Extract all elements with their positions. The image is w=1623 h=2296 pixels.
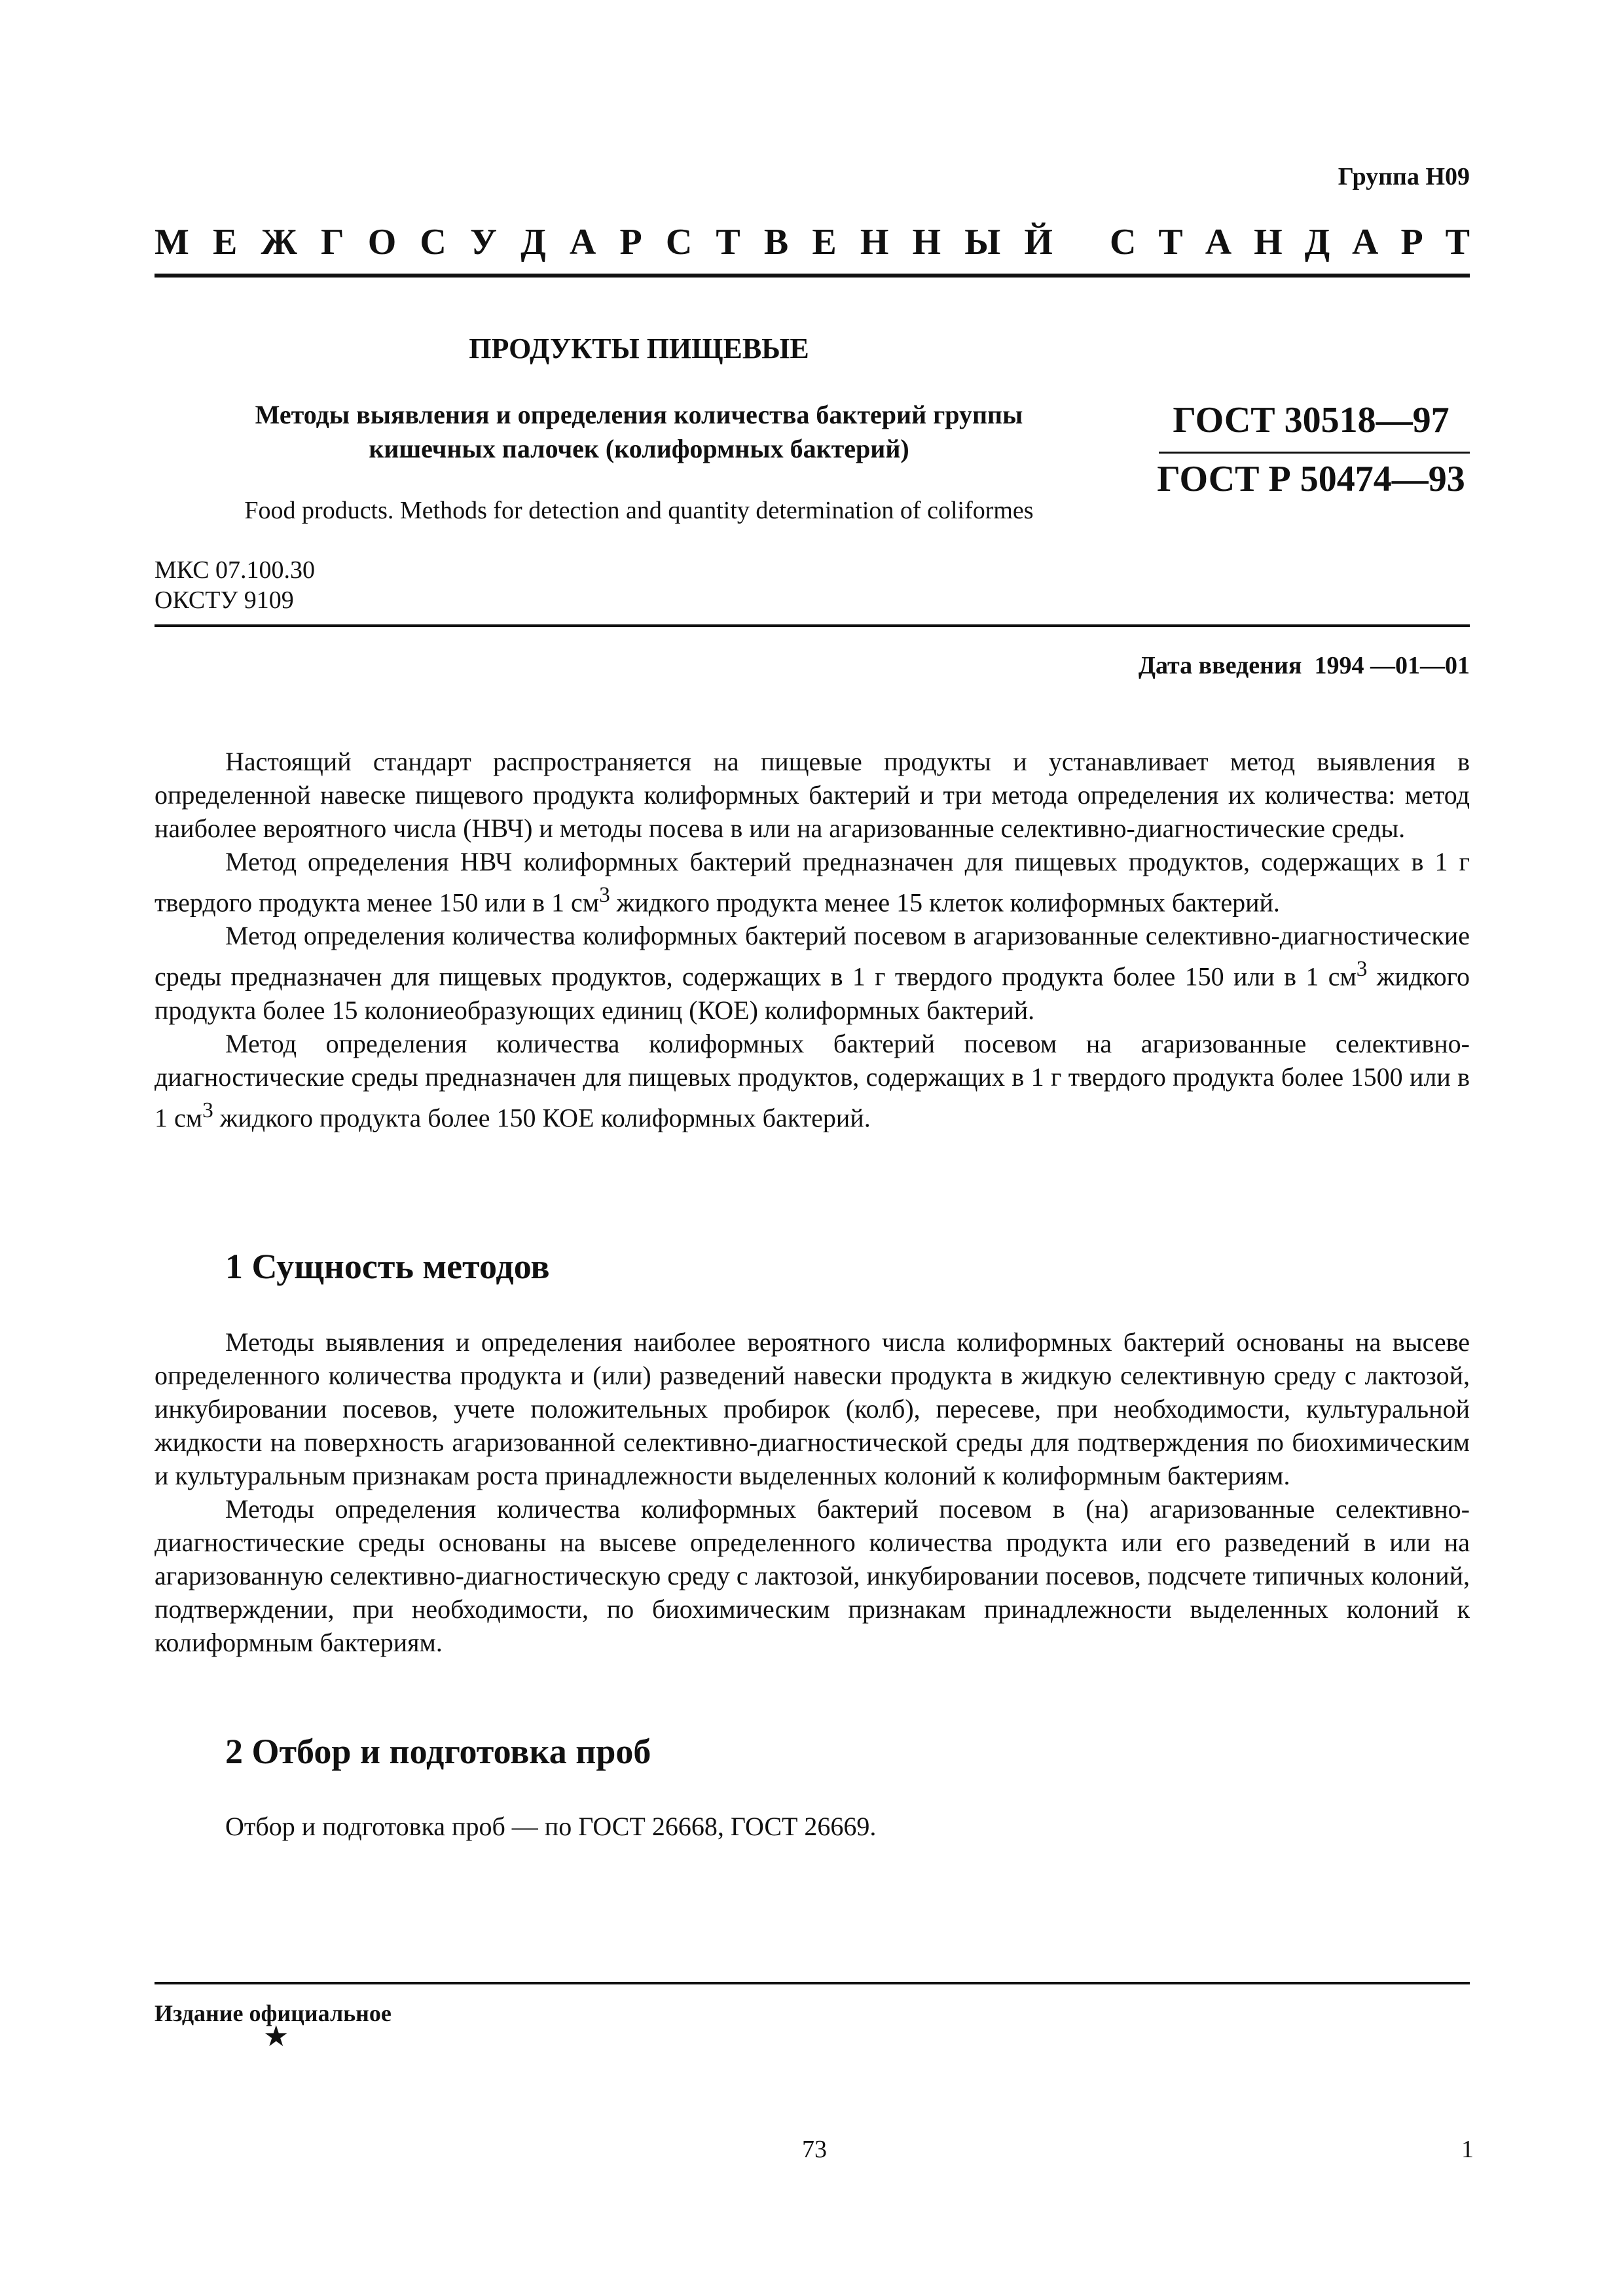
title-letter: Е <box>812 222 837 262</box>
title-letter: Е <box>212 222 238 262</box>
standard-word <box>1110 221 1470 263</box>
title-letter: Т <box>1158 222 1183 262</box>
title-letter: В <box>763 222 789 262</box>
section-1-text <box>155 1325 1470 1659</box>
title-letter: А <box>1352 222 1379 262</box>
english-title: Food products. Methods for detection and quantity determination of coliformes <box>244 497 1034 524</box>
title-letter: С <box>420 222 447 262</box>
title-letter: А <box>1205 222 1232 262</box>
group-label: Группа Н09 <box>1338 163 1470 190</box>
header-rule <box>155 274 1470 278</box>
section-2-heading: 2 Отбор и подготовка проб <box>225 1732 651 1771</box>
gost-number-1: ГОСТ 30518—97 <box>1173 400 1450 440</box>
official-edition-label: Издание официальное <box>155 2000 392 2026</box>
classifier-rule <box>155 624 1470 627</box>
footer-rule <box>155 1982 1470 1984</box>
classifiers <box>155 555 315 615</box>
title-letter: Н <box>1254 222 1283 262</box>
title-letter: Д <box>520 222 546 262</box>
title-letter: Ы <box>964 222 1001 262</box>
product-title: ПРОДУКТЫ ПИЩЕВЫЕ <box>469 332 809 365</box>
title-letter: С <box>665 222 693 262</box>
gost-number-2: ГОСТ Р 50474—93 <box>1157 459 1465 499</box>
title-letter: Т <box>716 222 740 262</box>
section-1-paragraph-1: Методы выявления и определения наиболее вероятного числа колиформных бактерий основаны на высеве определенного количества продукта и (или) разведений навески продукта в жидкую селективную среду с лактозой, инкубировании посевов, учете положительных пробирок (колб), пересеве, при необходимости, культуральной жидкости на поверхность агаризованной селективно-диагностической среды для подтверждения по биохимическим и культуральным признакам роста принадлежности выделенных колоний к колиформным бактериям. <box>155 1327 1470 1490</box>
methods-title-line-2: кишечных палочек (колиформных бактерий) <box>369 434 909 463</box>
title-letter: У <box>470 222 498 262</box>
page-number-right: 1 <box>1461 2136 1474 2163</box>
title-letter: О <box>367 222 397 262</box>
gost-divider <box>1159 452 1470 454</box>
title-letter: Н <box>860 222 889 262</box>
introduction-date: Дата введения 1994 —01—01 <box>1138 652 1470 679</box>
interstate-standard-title <box>155 216 1470 268</box>
intro-paragraph-4: Метод определения количества колиформных бактерий посевом на агаризованные селективно-диагностические среды предназначен для пищевых продуктов, содержащих в 1 г твердого продукта более 1500 или в 1 $см^3$ жидкого продукта более 150 КОЕ колиформных бактерий. <box>155 1028 1470 1132</box>
page-number-center: 73 <box>802 2136 827 2163</box>
methods-title-line-1: Методы выявления и определения количества бактерий группы <box>255 400 1023 429</box>
intro-paragraph-1: Настоящий стандарт распространяется на пищевые продукты и устанавливает метод выявления в определенной навеске пищевого продукта колиформных бактерий и три метода определения их количества: метод наиболее вероятного числа (НВЧ) и методы посева в или на агаризованные селективно-диагностические среды. <box>155 747 1470 843</box>
star-icon: ★ <box>263 2020 289 2053</box>
title-letter: Д <box>1304 222 1330 262</box>
title-letter: Р <box>619 222 642 262</box>
section-1-paragraph-2: Методы определения количества колиформных бактерий посевом в (на) агаризованные селективно-диагностические среды основаны на высеве определенного количества продукта или его разведений в или на агаризованную селективно-диагностическую среду с лактозой, инкубировании посевов, подсчете типичных колоний, подтверждении, при необходимости, по биохимическим признакам принадлежности выделенных колоний к колиформным бактериям. <box>155 1494 1470 1657</box>
section-2-paragraph: Отбор и подготовка проб — по ГОСТ 26668, ГОСТ 26669. <box>225 1812 877 1841</box>
title-letter: М <box>155 222 189 262</box>
intro-paragraph-2: Метод определения НВЧ колиформных бактерий предназначен для пищевых продуктов, содержащих в 1 г твердого продукта менее 150 или в 1 $см^3$ жидкого продукта менее 15 клеток колиформных бактерий. <box>155 847 1470 918</box>
section-2-text <box>155 1810 1470 1843</box>
intro-paragraph-3: Метод определения количества колиформных бактерий посевом в агаризованные селективно-диагностические среды предназначен для пищевых продуктов, содержащих в 1 г твердого продукта более 150 или в 1 $см^3$ жидкого продукта более 15 колониеобразующих единиц (КОЕ) колиформных бактерий. <box>155 921 1470 1025</box>
title-letter: Ж <box>261 222 297 262</box>
mks-code: МКС 07.100.30 <box>155 556 316 584</box>
title-letter: Й <box>1024 222 1053 262</box>
title-letter: Н <box>912 222 941 262</box>
title-letter: Р <box>1400 222 1423 262</box>
title-letter: С <box>1110 222 1137 262</box>
title-letter: Г <box>320 222 344 262</box>
title-letter: А <box>569 222 596 262</box>
okstu-code: ОКСТУ 9109 <box>155 586 294 614</box>
intro-text <box>155 745 1470 1134</box>
section-1-heading: 1 Сущность методов <box>225 1247 550 1286</box>
methods-title <box>155 398 1123 466</box>
interstate-word <box>155 221 1053 263</box>
title-letter: Т <box>1445 222 1470 262</box>
